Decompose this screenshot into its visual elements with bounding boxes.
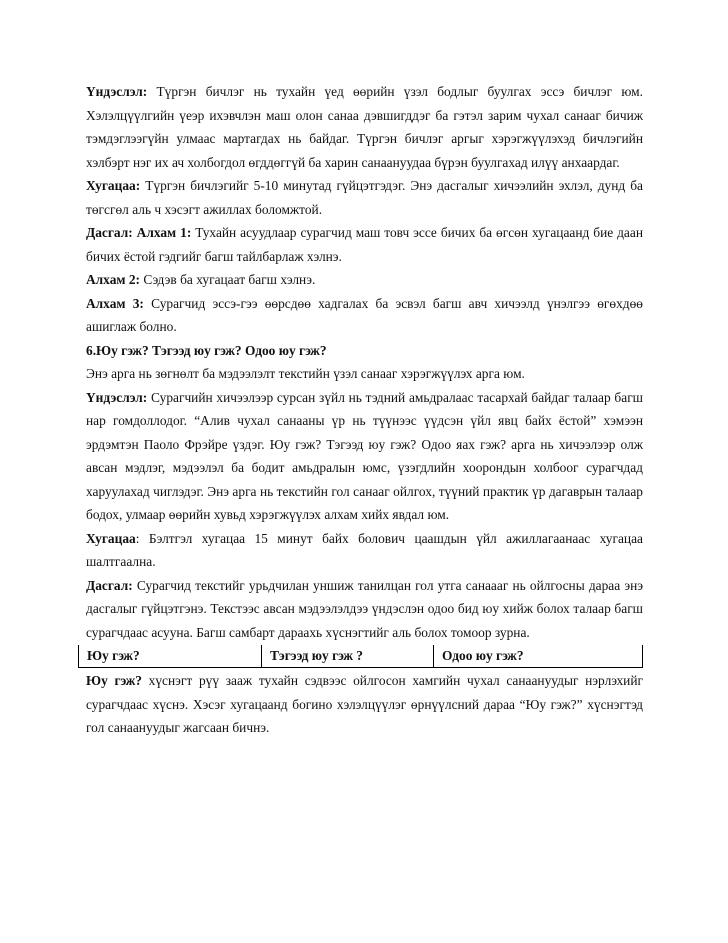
paragraph-rationale-1 [86, 80, 643, 174]
text-rationale-1: Түргэн бичлэг нь тухайн үед өөрийн үзэл бодлыг буулгах эссэ бичлэг юм. Хэлэлцүүлгийн үеэр ихэвчлэн маш олон санаа дэвшигддэг ба гэтэл зарим чухал санааг бичиж тэмдэглээгүйн улмаас мартагдах нь байдаг. Түргэн бичлэг аргыг хэрэгжүүлэхэд бичлэгийн хэлбэрт нэг их ач холбогдол өгддөггүй ба харин санаануудаа бүрэн буулгахад илүү анхаардаг. [86, 84, 643, 170]
table-header-what: Юу гэж? [79, 645, 262, 668]
paragraph-step-3 [86, 292, 643, 339]
label-exercise-2: Дасгал: [86, 577, 133, 593]
text-exercise-step-1: Тухайн асуудлаар сурагчид маш товч эссе бичих ба өгсөн хугацаанд бие даан бичих ёстой гэдгийг багш тайлбарлаж хэлнэ. [86, 225, 643, 264]
text-what-step: хүснэгт рүү зааж тухайн сэдвээс ойлгосон хамгийн чухал санаануудыг нэрлэхийг сурагчдаас хүснэ. Хэсэг хугацаанд богино хэлэлцүүлэг өрнүүлсний дараа “Юу гэж?” хүснэгтэд гол санаануудыг жагсаан бичнэ. [86, 673, 643, 735]
label-step-3: Алхам 3: [86, 295, 144, 311]
paragraph-rationale-2 [86, 386, 643, 527]
label-duration-1: Хугацаа: [86, 178, 141, 193]
paragraph-exercise-2 [86, 574, 643, 645]
label-rationale-1: Үндэслэл: [86, 84, 148, 99]
table-header-so-what: Тэгээд юу гэж ? [262, 645, 434, 668]
label-step-2: Алхам 2: [86, 272, 141, 287]
text-step-2: Сэдэв ба хугацаат багш хэлнэ. [140, 272, 316, 287]
paragraph-duration-1 [86, 174, 643, 221]
paragraph-step-2 [86, 268, 643, 292]
paragraph-method-intro [86, 362, 643, 386]
section-heading-6: 6.Юу гэж? Тэгээд юу гэж? Одоо юу гэж? [86, 342, 327, 358]
text-rationale-2: Сурагчийн хичээлээр сурсан зүйл нь тэдний амьдралаас тасархай байдаг талаар багш нар гомдоллодог. “Алив чухал санааны үр нь түүнээс үүдсэн үйл явц байх ёстой” хэмээн эрдэмтэн Паоло Фрэйре үздэг. Юу гэж? Тэгээд юу гэж? Одоо яах гэж? арга нь хичээлээр олж авсан мэдлэг, мэдээлэл ба бодит амьдралын юмс, үзэгдлийн хоорондын холбоог сурагчдад харуулахад чиглэдэг. Энэ арга нь текстийн гол санааг ойлгох, түүний практик үр дагаврын талаар бодох, улмаар өөрийн хувьд хэрэгжүүлэх алхам хийх явдал юм. [86, 389, 643, 522]
document-page [86, 80, 643, 740]
label-rationale-2: Үндэслэл: [86, 389, 148, 405]
text-duration-2: : Бэлтгэл хугацаа 15 минут байх болович цаашдын үйл ажиллагаанаас хугацаа шалтгаална. [86, 530, 643, 569]
what-so-what-now-what-table [78, 645, 643, 668]
paragraph-what-step [86, 669, 643, 740]
label-exercise-step-1: Дасгал: Алхам 1: [86, 225, 192, 240]
label-duration-2: Хугацаа [86, 530, 136, 546]
text-exercise-2: Сурагчид текстийг урьдчилан уншиж танилцан гол утга санаааг нь ойлгосны дараа энэ дасгалыг гүйцэтгэнэ. Текстээс авсан мэдээлэлдээ үндэслэн одоо бид юу хийж болох талаар багш сурагчдаас асууна. Багш самбарт дараахь хүснэгтийг аль болох томоор зурна. [86, 577, 643, 640]
paragraph-exercise-step-1 [86, 221, 643, 268]
table-header-now-what: Одоо юу гэж? [434, 645, 643, 668]
label-what-step: Юу гэж? [86, 673, 142, 688]
text-step-3: Сурагчид эссэ-гээ өөрсдөө хадгалах ба эсвэл багш авч хичээлд үнэлгээ өгөхдөө ашиглаж болно. [86, 295, 643, 334]
table-row [79, 645, 643, 668]
paragraph-duration-2 [86, 527, 643, 574]
text-method-intro: Энэ арга нь зөгнөлт ба мэдээлэлт текстийн үзэл санааг хэрэгжүүлэх арга юм. [86, 366, 525, 381]
text-duration-1: Түргэн бичлэгийг 5-10 минутад гүйцэтгэдэг. Энэ дасгалыг хичээлийн эхлэл, дунд ба төгсгөл аль ч хэсэгт ажиллах боломжтой. [86, 178, 643, 217]
